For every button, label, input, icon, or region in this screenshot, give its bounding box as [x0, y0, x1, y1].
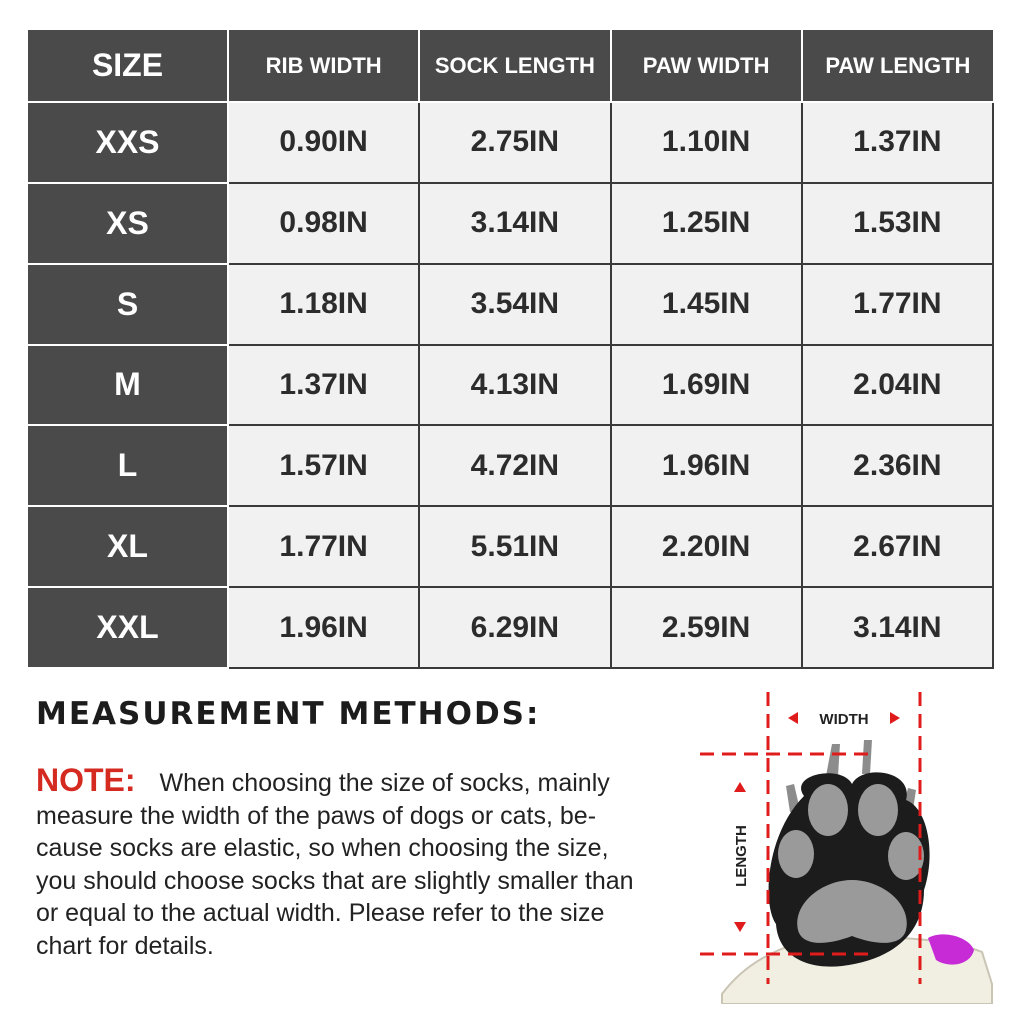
paw-length-cell: 2.36IN [802, 425, 993, 506]
sock-length-cell: 5.51IN [419, 506, 610, 587]
paw-width-cell: 1.96IN [611, 425, 802, 506]
measurement-note [36, 764, 641, 962]
header-size: SIZE [28, 29, 228, 102]
arrow-up-icon [734, 782, 746, 792]
sock-length-cell: 6.29IN [419, 587, 610, 668]
table-row [28, 425, 993, 506]
width-label: WIDTH [819, 711, 869, 728]
paw-width-cell: 1.69IN [611, 345, 802, 426]
paw-width-cell: 2.59IN [611, 587, 802, 668]
arrow-down-icon [734, 922, 746, 932]
paw-width-cell: 1.45IN [611, 264, 802, 345]
rib-width-cell: 0.98IN [228, 183, 419, 264]
rib-width-cell: 1.18IN [228, 264, 419, 345]
paw-length-cell: 3.14IN [802, 587, 993, 668]
header-paw-width: PAW WIDTH [611, 29, 802, 102]
sock-length-cell: 3.14IN [419, 183, 610, 264]
claw-shape [826, 744, 840, 776]
toe-pad [858, 784, 898, 836]
table-row [28, 264, 993, 345]
paw-length-cell: 2.04IN [802, 345, 993, 426]
table-row [28, 183, 993, 264]
size-cell: XXS [28, 102, 228, 183]
rib-width-cell: 1.57IN [228, 425, 419, 506]
size-cell: M [28, 345, 228, 426]
rib-width-cell: 0.90IN [228, 102, 419, 183]
size-cell: S [28, 264, 228, 345]
rib-width-cell: 1.77IN [228, 506, 419, 587]
arrow-left-icon [788, 712, 798, 724]
length-label: LENGTH [733, 825, 750, 887]
paw-measurement-diagram [692, 684, 1012, 1004]
header-rib-width: RIB WIDTH [228, 29, 419, 102]
size-cell: L [28, 425, 228, 506]
table-row [28, 506, 993, 587]
paw-length-cell: 1.37IN [802, 102, 993, 183]
toe-pad [808, 784, 848, 836]
table-header-row [28, 29, 993, 102]
rib-width-cell: 1.96IN [228, 587, 419, 668]
size-chart-table [28, 28, 994, 669]
note-body: When choosing the size of socks, mainly measure the width of the paws of dogs or cats, be-cause socks are elastic, so when choosing the size, you should choose socks that are slightly smaller than or equal to the actual width. Please refer to the size chart for details. [36, 769, 634, 960]
paw-length-cell: 2.67IN [802, 506, 993, 587]
sock-length-cell: 2.75IN [419, 102, 610, 183]
header-sock-length: SOCK LENGTH [419, 29, 610, 102]
toe-pad [778, 830, 814, 878]
arrow-right-icon [890, 712, 900, 724]
sock-length-cell: 4.72IN [419, 425, 610, 506]
note-label: NOTE: [36, 762, 136, 798]
table-row [28, 345, 993, 426]
paw-width-cell: 1.10IN [611, 102, 802, 183]
claw-shape [862, 740, 872, 774]
size-cell: XS [28, 183, 228, 264]
header-paw-length: PAW LENGTH [802, 29, 993, 102]
sock-length-cell: 3.54IN [419, 264, 610, 345]
size-cell: XXL [28, 587, 228, 668]
paw-length-cell: 1.77IN [802, 264, 993, 345]
table-row [28, 587, 993, 668]
sock-length-cell: 4.13IN [419, 345, 610, 426]
paw-width-cell: 2.20IN [611, 506, 802, 587]
rib-width-cell: 1.37IN [228, 345, 419, 426]
table-row [28, 102, 993, 183]
paw-width-cell: 1.25IN [611, 183, 802, 264]
size-cell: XL [28, 506, 228, 587]
measurement-methods-title: MEASUREMENT METHODS: [36, 696, 541, 732]
paw-length-cell: 1.53IN [802, 183, 993, 264]
